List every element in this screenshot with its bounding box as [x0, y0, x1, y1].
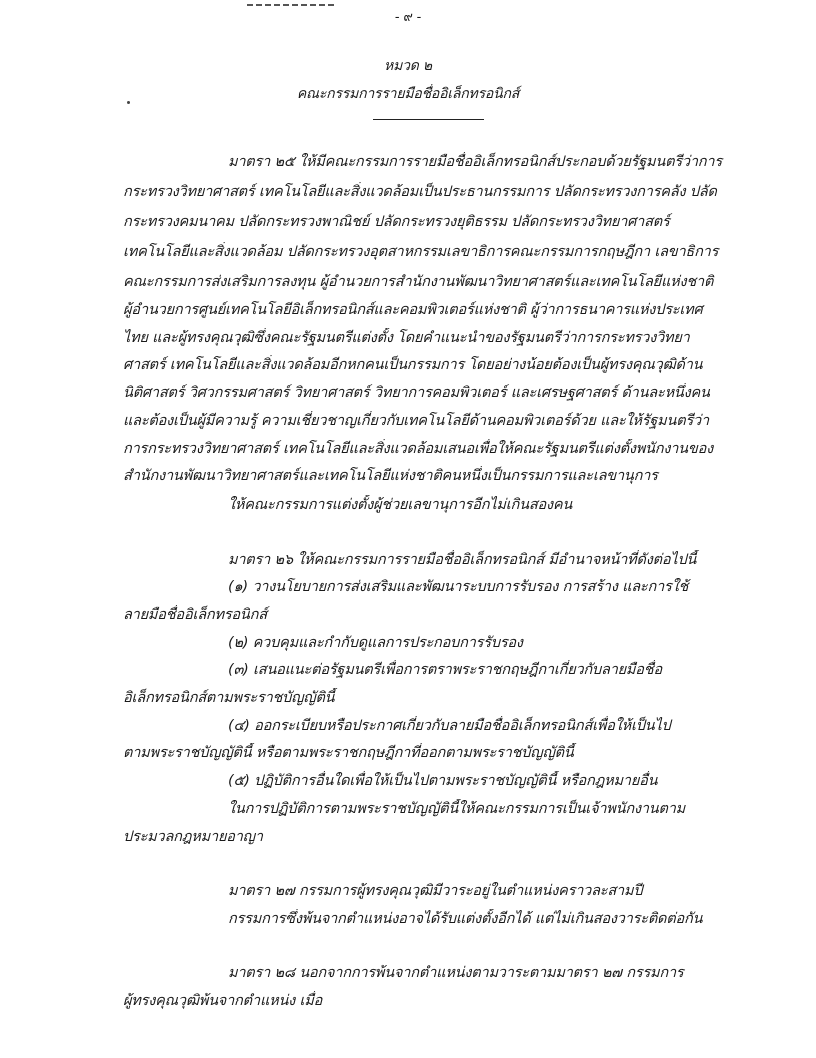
section-26-item-5: (๕) ปฏิบัติการอื่นใดเพื่อให้เป็นไปตามพระราชบัญญัตินี้ หรือกฎหมายอื่น	[228, 773, 658, 789]
section-26-item-1: (๑) วางนโยบายการส่งเสริมและพัฒนาระบบการรับรอง การสร้าง และการใช้	[228, 579, 689, 595]
section-26-item-3-cont: อิเล็กทรอนิกส์ตามพระราชบัญญัตินี้	[123, 690, 335, 706]
section-25-line-6: ผู้อำนวยการศูนย์เทคโนโลยีอิเล็กทรอนิกส์และคอมพิวเตอร์แห่งชาติ ผู้ว่าการธนาคารแห่งประเทศ	[123, 302, 703, 318]
section-27-line-2: กรรมการซึ่งพ้นจากตำแหน่งอาจได้รับแต่งตั้งอีกได้ แต่ไม่เกินสองวาระติดต่อกัน	[228, 911, 703, 927]
section-25-line-4: เทคโนโลยีและสิ่งแวดล้อม ปลัดกระทรวงอุตสาหกรรมเลขาธิการคณะกรรมการกฤษฎีกา เลขาธิการ	[123, 244, 719, 260]
section-26-item-4: (๔) ออกระเบียบหรือประกาศเกี่ยวกับลายมือชื่ออิเล็กทรอนิกส์เพื่อให้เป็นไป	[228, 718, 671, 734]
section-27-line-1: มาตรา ๒๗ กรรมการผู้ทรงคุณวุฒิมีวาระอยู่ในตำแหน่งคราวละสามปี	[228, 883, 643, 899]
section-26-item-2: (๒) ควบคุมและกำกับดูแลการประกอบการรับรอง	[228, 635, 523, 651]
section-28-line-2: ผู้ทรงคุณวุฒิพ้นจากตำแหน่ง เมื่อ	[123, 993, 323, 1009]
chapter-title: หมวด ๒	[384, 58, 432, 74]
section-25-line-8: ศาสตร์ เทคโนโลยีและสิ่งแวดล้อมอีกหกคนเป็นกรรมการ โดยอย่างน้อยต้องเป็นผู้ทรงคุณวุฒิด้าน	[123, 357, 703, 373]
section-26-para-cont: ประมวลกฎหมายอาญา	[123, 829, 263, 845]
section-26-para: ในการปฏิบัติการตามพระราชบัญญัตินี้ให้คณะกรรมการเป็นเจ้าพนักงานตาม	[228, 801, 686, 817]
section-25-line-7: ไทย และผู้ทรงคุณวุฒิซึ่งคณะรัฐมนตรีแต่งตั้ง โดยคำแนะนำของรัฐมนตรีว่าการกระทรวงวิทยา	[123, 330, 690, 346]
section-26-line-1: มาตรา ๒๖ ให้คณะกรรมการรายมือชื่ออิเล็กทรอนิกส์ มีอำนาจหน้าที่ดังต่อไปนี้	[228, 552, 697, 568]
section-25-line-5: คณะกรรมการส่งเสริมการลงทุน ผู้อำนวยการสำนักงานพัฒนาวิทยาศาสตร์และเทคโนโลยีแห่งชาติ	[123, 274, 714, 290]
page-number: - ๙ -	[394, 10, 422, 25]
section-25-line-11: การกระทรวงวิทยาศาสตร์ เทคโนโลยีและสิ่งแวดล้อมเสนอเพื่อให้คณะรัฐมนตรีแต่งตั้งพนักงานของ	[123, 441, 713, 457]
section-26-item-4-cont: ตามพระราชบัญญัตินี้ หรือตามพระราชกฤษฎีกาที่ออกตามพระราชบัญญัตินี้	[123, 745, 574, 761]
section-26-item-1-cont: ลายมือชื่ออิเล็กทรอนิกส์	[123, 607, 267, 623]
section-25-line-1: มาตรา ๒๕ ให้มีคณะกรรมการรายมือชื่ออิเล็กทรอนิกส์ประกอบด้วยรัฐมนตรีว่าการ	[228, 154, 722, 170]
section-25-line-2: กระทรวงวิทยาศาสตร์ เทคโนโลยีและสิ่งแวดล้อมเป็นประธานกรรมการ ปลัดกระทรวงการคลัง ปลัด	[123, 184, 717, 200]
section-25-line-3: กระทรวงคมนาคม ปลัดกระทรวงพาณิชย์ ปลัดกระทรวงยุติธรรม ปลัดกระทรวงวิทยาศาสตร์	[123, 214, 670, 230]
section-25-line-13: ให้คณะกรรมการแต่งตั้งผู้ช่วยเลขานุการอีกไม่เกินสองคน	[228, 497, 573, 513]
section-25-line-12: สำนักงานพัฒนาวิทยาศาสตร์และเทคโนโลยีแห่งชาติคนหนึ่งเป็นกรรมการและเลขานุการ	[123, 468, 658, 484]
section-25-line-9: นิติศาสตร์ วิศวกรรมศาสตร์ วิทยาศาสตร์ วิทยาการคอมพิวเตอร์ และเศรษฐศาสตร์ ด้านละหนึ่งคน	[123, 385, 710, 401]
chapter-subtitle: คณะกรรมการรายมือชื่ออิเล็กทรอนิกส์	[296, 86, 520, 102]
section-25-line-10: และต้องเป็นผู้มีความรู้ ความเชี่ยวชาญเกี่ยวกับเทคโนโลยีด้านคอมพิวเตอร์ด้วย และให้รัฐมนตรีว่า	[123, 413, 709, 429]
scan-mark	[247, 4, 335, 6]
section-26-item-3: (๓) เสนอแนะต่อรัฐมนตรีเพื่อการตราพระราชกฤษฎีกาเกี่ยวกับลายมือชื่อ	[228, 662, 662, 678]
section-28-line-1: มาตรา ๒๘ นอกจากการพ้นจากตำแหน่งตามวาระตามมาตรา ๒๗ กรรมการ	[228, 965, 684, 981]
title-underline	[373, 119, 484, 120]
